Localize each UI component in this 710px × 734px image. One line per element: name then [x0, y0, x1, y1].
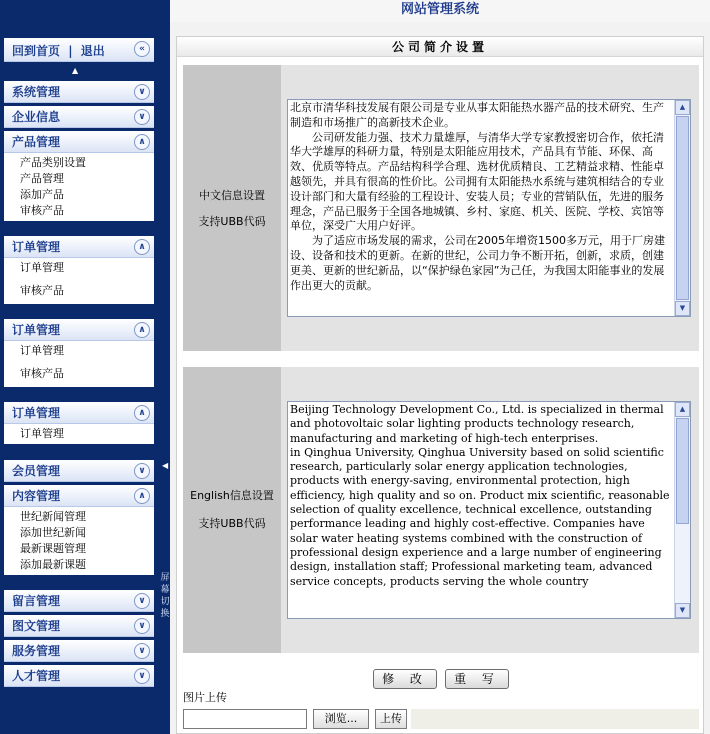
double-chevron-down-icon[interactable]: ∨	[134, 668, 150, 684]
sidebar-item-add-product[interactable]: 添加产品	[20, 188, 64, 201]
panel-title: 企业信息	[12, 110, 61, 124]
browse-button[interactable]: 浏览...	[313, 709, 369, 729]
panel-title: 服务管理	[12, 644, 61, 658]
panel-header[interactable]	[4, 319, 154, 341]
chinese-info-text	[290, 101, 674, 293]
panel-header[interactable]	[4, 640, 154, 662]
paragraph: Beijing Technology Development Co., Ltd. is specialized in thermal and photovoltaic solar lighting products technology research, manufacturing and marketing of high-tech enterprises.	[290, 403, 664, 445]
double-chevron-down-icon[interactable]: ∨	[134, 84, 150, 100]
double-chevron-down-icon[interactable]: ∨	[134, 618, 150, 634]
scroll-down-icon[interactable]: ▼	[675, 301, 690, 316]
scroll-up-icon[interactable]: ▲	[675, 402, 690, 417]
panel-title: 会员管理	[12, 464, 61, 478]
scroll-thumb[interactable]	[676, 116, 689, 300]
home-separator: |	[68, 44, 73, 58]
panel-title: 图文管理	[12, 619, 61, 633]
panel-title: 系统管理	[12, 85, 61, 99]
panel-header[interactable]	[4, 460, 154, 482]
chinese-info-label: 中文信息设置	[199, 189, 265, 202]
panel-title: 人才管理	[12, 669, 61, 683]
home-panel-header	[4, 38, 154, 62]
paragraph: 公司研发能力强、技术力量雄厚，与清华大学专家教授密切合作，依托清华大学雄厚的科研力量，特别是太阳能应用技术，产品具有节能、环保、高效、优质等特点。产品结构科学合理、选材优质精良、工艺精益求精、性能卓越领先，并具有很高的性价比。公司拥有太阳能热水系统与建筑相结合的专业设计部门和大量有经验的工程设计、安装人员；专业的营销队伍，先进的服务理念，产品已服务于全国各地城镇、乡村、家庭、机关、医院、学校、宾馆等单位，深受广大用户好评。	[290, 130, 664, 233]
double-chevron-down-icon[interactable]: ∨	[134, 109, 150, 125]
panel-header[interactable]	[4, 402, 154, 424]
sidebar-item-review-product[interactable]: 审核产品	[20, 204, 64, 217]
paragraph: 北京市清华科技发展有限公司是专业从事太阳能热水器产品的技术研究、生产制造和市场推广的高新技术企业。	[290, 101, 664, 129]
english-info-text	[290, 403, 674, 589]
file-path-input[interactable]	[183, 709, 307, 729]
double-chevron-down-icon[interactable]: ∨	[134, 643, 150, 659]
double-chevron-down-icon[interactable]: ∨	[134, 463, 150, 479]
sidebar-panel-media	[4, 615, 154, 637]
sidebar-panel-company	[4, 106, 154, 128]
panel-title: 内容管理	[12, 489, 61, 503]
image-upload-label: 图片上传	[183, 691, 227, 704]
sidebar-panel-orders-1	[4, 236, 154, 304]
chinese-info-label-cell	[183, 65, 281, 351]
home-links	[12, 44, 105, 58]
panel-title: 订单管理	[12, 323, 61, 337]
chinese-info-row	[183, 65, 699, 351]
chinese-info-textarea[interactable]	[287, 99, 691, 317]
double-chevron-down-icon[interactable]: ∨	[134, 593, 150, 609]
sidebar-panel-content	[4, 485, 154, 575]
sidebar-panel-talent	[4, 665, 154, 687]
scroll-up-arrow-icon[interactable]: ▲	[72, 66, 79, 75]
screen-switch-label[interactable]: 屏幕切换	[160, 573, 170, 619]
double-chevron-up-icon[interactable]: ∧	[134, 239, 150, 255]
sidebar	[0, 0, 160, 734]
english-info-textarea[interactable]	[287, 401, 691, 619]
sidebar-panel-orders-3	[4, 402, 154, 444]
home-link[interactable]: 回到首页	[12, 44, 61, 58]
paragraph: 为了适应市场发展的需求，公司在2005年增资1500多万元，用于厂房建设、设备和技术的更新。在新的世纪，公司力争不断开拓，创新，求质，创建更美、更新的世纪新品，以“保护绿色家园”为己任，为我国太阳能事业的发展作出更大的贡献。	[290, 234, 665, 292]
scroll-up-icon[interactable]: ▲	[675, 100, 690, 115]
sidebar-item-orders[interactable]: 订单管理	[20, 261, 64, 274]
collapse-arrow-icon[interactable]: ◀	[162, 461, 169, 470]
sidebar-item-topics-manage[interactable]: 最新课题管理	[20, 542, 86, 555]
sidebar-item-review-product[interactable]: 审核产品	[20, 284, 64, 297]
double-chevron-up-icon[interactable]: ∧	[134, 405, 150, 421]
sidebar-panel-products	[4, 131, 154, 221]
upload-frame	[411, 709, 699, 729]
sidebar-panel-members	[4, 460, 154, 482]
sidebar-item-product-manage[interactable]: 产品管理	[20, 172, 64, 185]
reset-button[interactable]: 重 写	[445, 669, 509, 689]
panel-header[interactable]	[4, 615, 154, 637]
panel-header[interactable]	[4, 81, 154, 103]
panel-title: 订单管理	[12, 406, 61, 420]
panel-header[interactable]	[4, 485, 154, 507]
image-upload-area	[183, 687, 699, 733]
english-info-row	[183, 367, 699, 653]
sidebar-item-orders[interactable]: 订单管理	[20, 344, 64, 357]
panel-title: 订单管理	[12, 240, 61, 254]
form-title: 公司简介设置	[177, 37, 703, 57]
sidebar-item-review-product[interactable]: 审核产品	[20, 367, 64, 380]
upload-button[interactable]: 上传	[375, 709, 407, 729]
ubb-note: 支持UBB代码	[198, 517, 266, 530]
textarea-scrollbar[interactable]	[674, 402, 690, 618]
scroll-thumb[interactable]	[676, 418, 689, 524]
home-panel	[4, 38, 154, 62]
main-content	[170, 0, 710, 734]
textarea-scrollbar[interactable]	[674, 100, 690, 316]
collapse-sidebar-icon[interactable]: «	[134, 41, 150, 57]
panel-header[interactable]	[4, 236, 154, 258]
panel-header[interactable]	[4, 131, 154, 153]
panel-title: 留言管理	[12, 594, 61, 608]
ubb-note: 支持UBB代码	[198, 215, 266, 228]
sidebar-item-news-manage[interactable]: 世纪新闻管理	[20, 510, 86, 523]
panel-header[interactable]	[4, 665, 154, 687]
sidebar-panel-messages	[4, 590, 154, 612]
page-title: 网站管理系统	[170, 0, 710, 22]
sidebar-panel-orders-2	[4, 319, 154, 387]
sidebar-item-product-category[interactable]: 产品类别设置	[20, 156, 86, 169]
double-chevron-up-icon[interactable]: ∧	[134, 488, 150, 504]
sidebar-item-add-news[interactable]: 添加世纪新闻	[20, 526, 86, 539]
scroll-down-icon[interactable]: ▼	[675, 603, 690, 618]
logout-link[interactable]: 退出	[80, 44, 105, 58]
panel-header[interactable]	[4, 106, 154, 128]
sidebar-splitter[interactable]	[160, 0, 170, 734]
double-chevron-up-icon[interactable]: ∧	[134, 322, 150, 338]
english-info-label-cell	[183, 367, 281, 653]
english-info-label: English信息设置	[190, 489, 274, 502]
settings-form	[176, 36, 704, 734]
panel-header[interactable]	[4, 590, 154, 612]
sidebar-item-orders[interactable]: 订单管理	[20, 427, 64, 440]
sidebar-item-add-topic[interactable]: 添加最新课题	[20, 558, 86, 571]
panel-title: 产品管理	[12, 135, 61, 149]
double-chevron-up-icon[interactable]: ∧	[134, 134, 150, 150]
sidebar-panel-system	[4, 81, 154, 103]
modify-button[interactable]: 修 改	[373, 669, 437, 689]
paragraph: in Qinghua University, Qinghua University based on solid scientific research, particularly solar energy application technologies, products with energy-saving, environmental protection, high efficiency, high quality and so on. Product mix scientific, reasonable selection of quality excellence, technical excellence, outstanding performance leading and highly cost-effective. Companies have solar water heating systems combined with the construction of professional design experience and a large number of engineering design, installation staff; Professional marketing team, advanced service concepts, products serving the whole country	[290, 445, 670, 588]
sidebar-panel-service	[4, 640, 154, 662]
